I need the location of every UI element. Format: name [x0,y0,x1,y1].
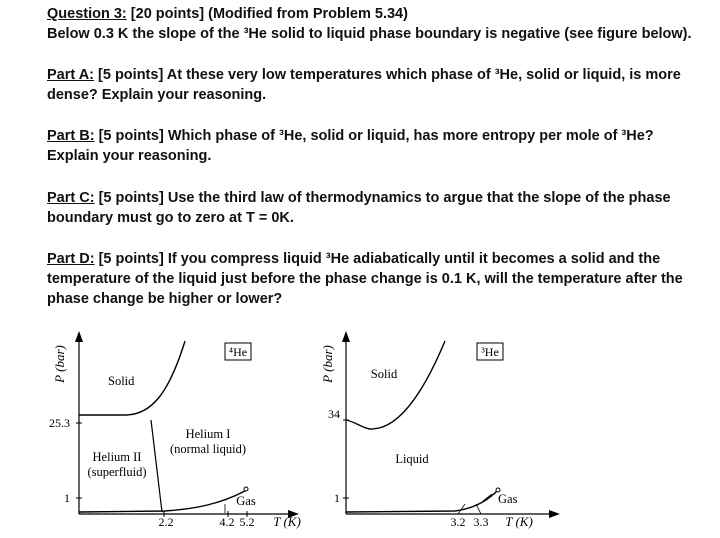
he3-solid-label: Solid [370,367,398,381]
part-a-text: [5 points] At these very low temperatures which phase of ³He, solid or liquid, is more dense? Explain your reasoning. [47,67,681,103]
he4-xlabel: T (K) [273,514,301,529]
question-header [47,4,408,24]
part-a-label: Part A: [47,67,94,83]
he3-solid-boundary [346,341,445,429]
part-a [47,65,707,105]
he4-xtick-2.2: 2.2 [158,515,174,529]
phase-diagram-figure [0,326,720,538]
part-d-label: Part D: [47,251,95,267]
he4-helium1-sub: (normal liquid) [169,442,247,456]
part-b-label: Part B: [47,128,95,144]
he3-xlabel: T (K) [505,514,533,529]
he4-y-arrow [75,331,83,342]
he4-ytick-25.3: 25.3 [49,416,70,430]
part-b [47,126,707,166]
part-d-text: [5 points] If you compress liquid ³He adiabatically until it becomes a solid and the temperature of the liquid just before the phase change is 0.1 K, will the temperature after the phase change be higher or lower? [47,251,683,307]
question-label: Question 3: [47,6,127,22]
he3-ytick-1: 1 [334,491,340,505]
he4-critical-point [244,487,248,491]
he4-ytick-1: 1 [64,491,70,505]
he3-box-label: ³He [481,345,499,359]
he4-ylabel: P (bar) [52,345,67,383]
question-intro: Below 0.3 K the slope of the ³He solid to liquid phase boundary is negative (see figure below). [47,26,692,42]
he3-y-arrow [342,331,350,342]
he3-xtick-3.2: 3.2 [450,515,466,529]
he3-diagram [320,331,560,529]
he4-box-label: ⁴He [228,345,248,359]
he3-xtick-3.3: 3.3 [473,515,489,529]
he3-vapor-boundary [346,491,497,512]
he3-liquid-label: Liquid [395,452,429,466]
he3-ylabel: P (bar) [320,345,335,383]
he4-helium2-label: Helium II [92,450,142,464]
he3-x-arrow [549,510,560,518]
he4-xtick-5.2: 5.2 [239,515,255,529]
he4-diagram [49,331,301,529]
he4-xtick-4.2: 4.2 [219,515,235,529]
he4-helium1-label: Helium I [185,427,231,441]
he3-gas-label: Gas [498,492,518,506]
question-points: [20 points] (Modified from Problem 5.34) [130,6,408,22]
he4-gas-label: Gas [236,494,256,508]
part-c-label: Part C: [47,190,95,206]
he4-helium2-sub: (superfluid) [87,465,147,479]
part-c-text: [5 points] Use the third law of thermodynamics to argue that the slope of the phase boundary must go to zero at T = 0K. [47,190,671,226]
part-c [47,188,707,228]
he4-solid-label: Solid [108,374,135,388]
he4-lambda-line [151,420,162,512]
part-d [47,249,707,309]
he3-xtick-pointer [476,504,481,514]
part-b-text: [5 points] Which phase of ³He, solid or liquid, has more entropy per mole of ³He? Explain your reasoning. [47,128,654,164]
he3-ytick-34: 34 [328,407,340,421]
